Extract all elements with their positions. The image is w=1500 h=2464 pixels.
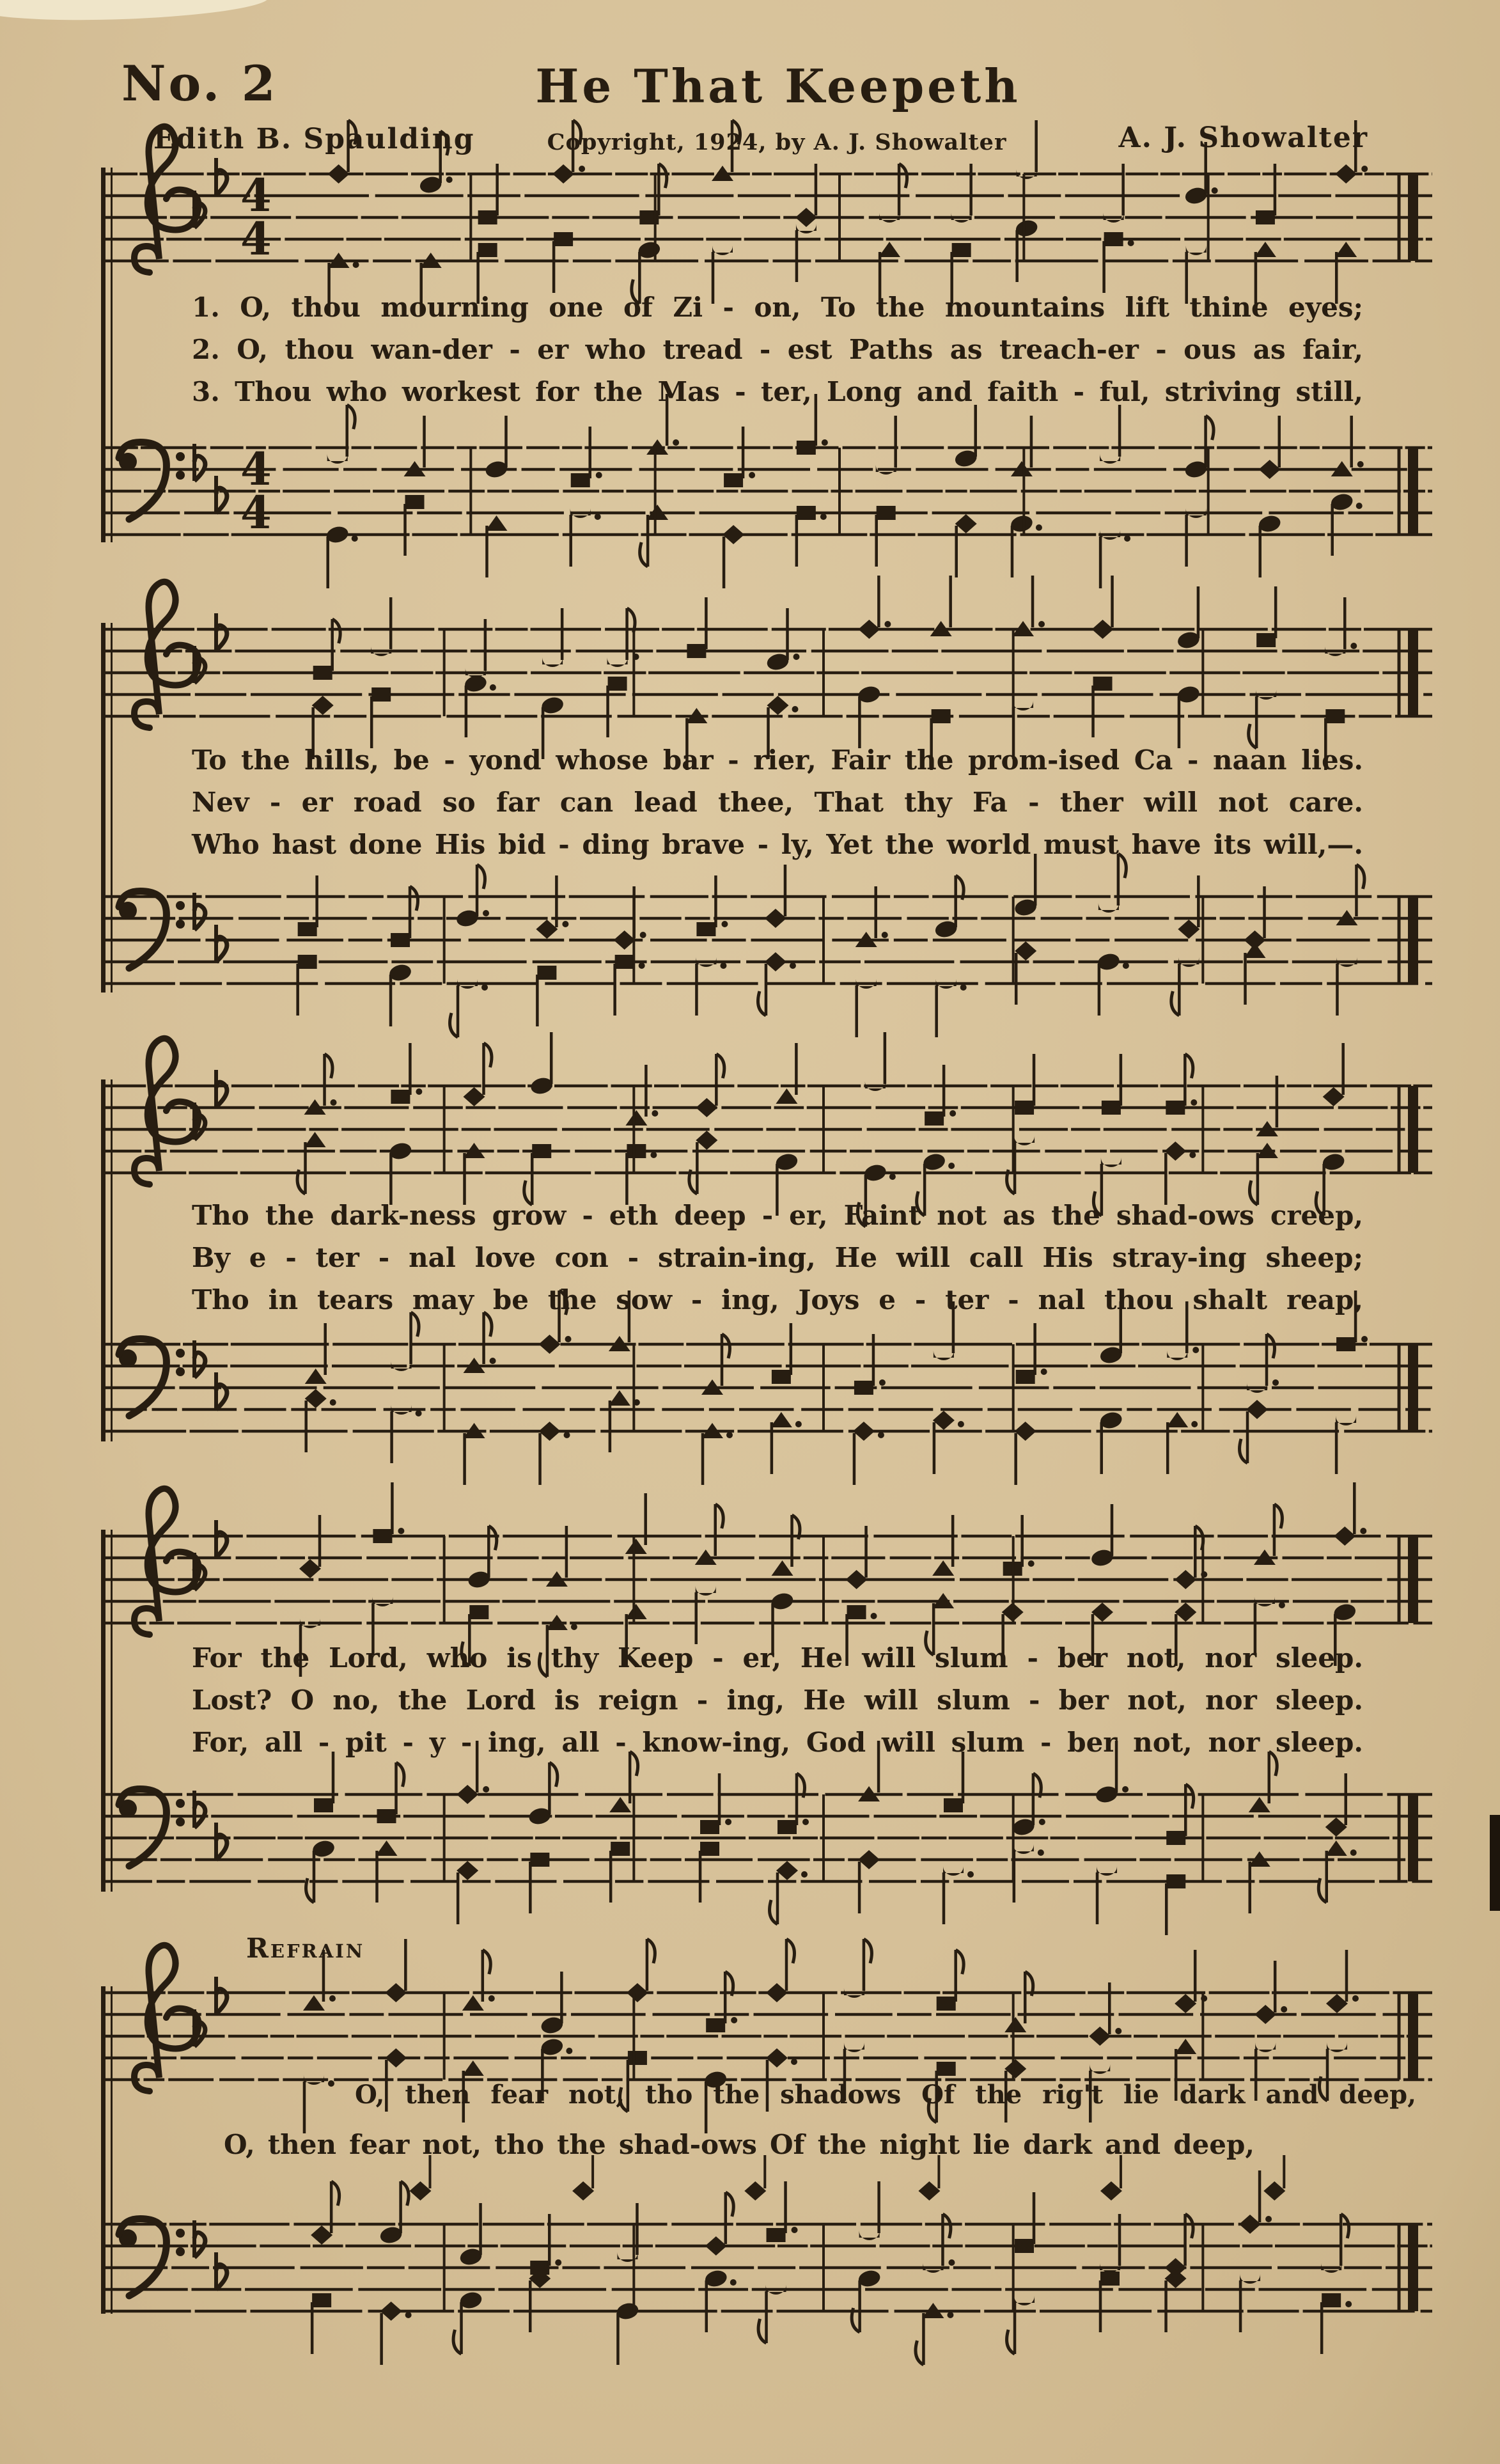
svg-text:4: 4 <box>240 443 272 496</box>
lyric-line: Tho in tears may be the sow - ing, Joys e - ter - nal thou shalt reap, <box>192 1284 1363 1315</box>
composer-credit: A. J. Showalter <box>1118 122 1368 154</box>
lyric-line: To the hills, be - yond whose bar - rier, Fair the prom-ised Ca - naan lies. <box>192 744 1363 776</box>
lyric-line: Lost? O no, the Lord is reign - ing, He will slum - ber not, nor sleep. <box>192 1684 1363 1716</box>
page-title: He That Keepeth <box>535 59 1021 113</box>
page-edge-mark <box>1490 1815 1500 1911</box>
copyright-line: Copyright, 1924, by A. J. Showalter <box>547 129 1007 155</box>
page-corner-curl <box>0 0 269 24</box>
lyric-line: 2. O, thou wan-der - er who tread - est Paths as treach-er - ous as fair, <box>192 334 1363 365</box>
lyric-line: 1. O, thou mourning one of Zi - on, To the mountains lift thine eyes; <box>192 292 1363 323</box>
lyric-line: By e - ter - nal love con - strain-ing, He will call His stray-ing sheep; <box>192 1242 1363 1273</box>
lyricist-credit: Edith B. Spaulding <box>153 123 475 155</box>
bass-staff <box>101 2154 1437 2384</box>
lyric-line: For, all - pit - y - ing, all - know-ing, God will slum - ber not, nor sleep. <box>192 1727 1363 1758</box>
lyric-line: Tho the dark-ness grow - eth deep - er, Faint not as the shad-ows creep, <box>192 1200 1363 1231</box>
hymn-number: No. 2 <box>121 55 278 112</box>
lyric-line: Nev - er road so far can lead thee, That thy Fa - ther will not care. <box>192 787 1363 818</box>
lyric-line: For the Lord, who is thy Keep - er, He will slum - ber not, nor sleep. <box>192 1642 1363 1674</box>
lyric-line: 3. Thou who workest for the Mas - ter, Long and faith - ful, striving still, <box>192 376 1363 407</box>
bass-staff <box>101 1724 1437 1954</box>
treble-staff <box>101 1922 1437 2153</box>
lyric-line: Who hast done His bid - ding brave - ly, Yet the world must have its will,—. <box>192 829 1363 860</box>
refrain-label: Refrain <box>246 1933 365 1964</box>
svg-text:4: 4 <box>240 169 272 222</box>
svg-text:4: 4 <box>240 212 272 265</box>
refrain-lyric-line: O, then fear not, tho the shadows Of the rig't lie dark and deep, <box>355 2080 1416 2110</box>
refrain-lyric-line: O, then fear not, tho the shad-ows Of the night lie dark and deep, <box>224 2129 1254 2160</box>
svg-text:4: 4 <box>240 486 272 539</box>
